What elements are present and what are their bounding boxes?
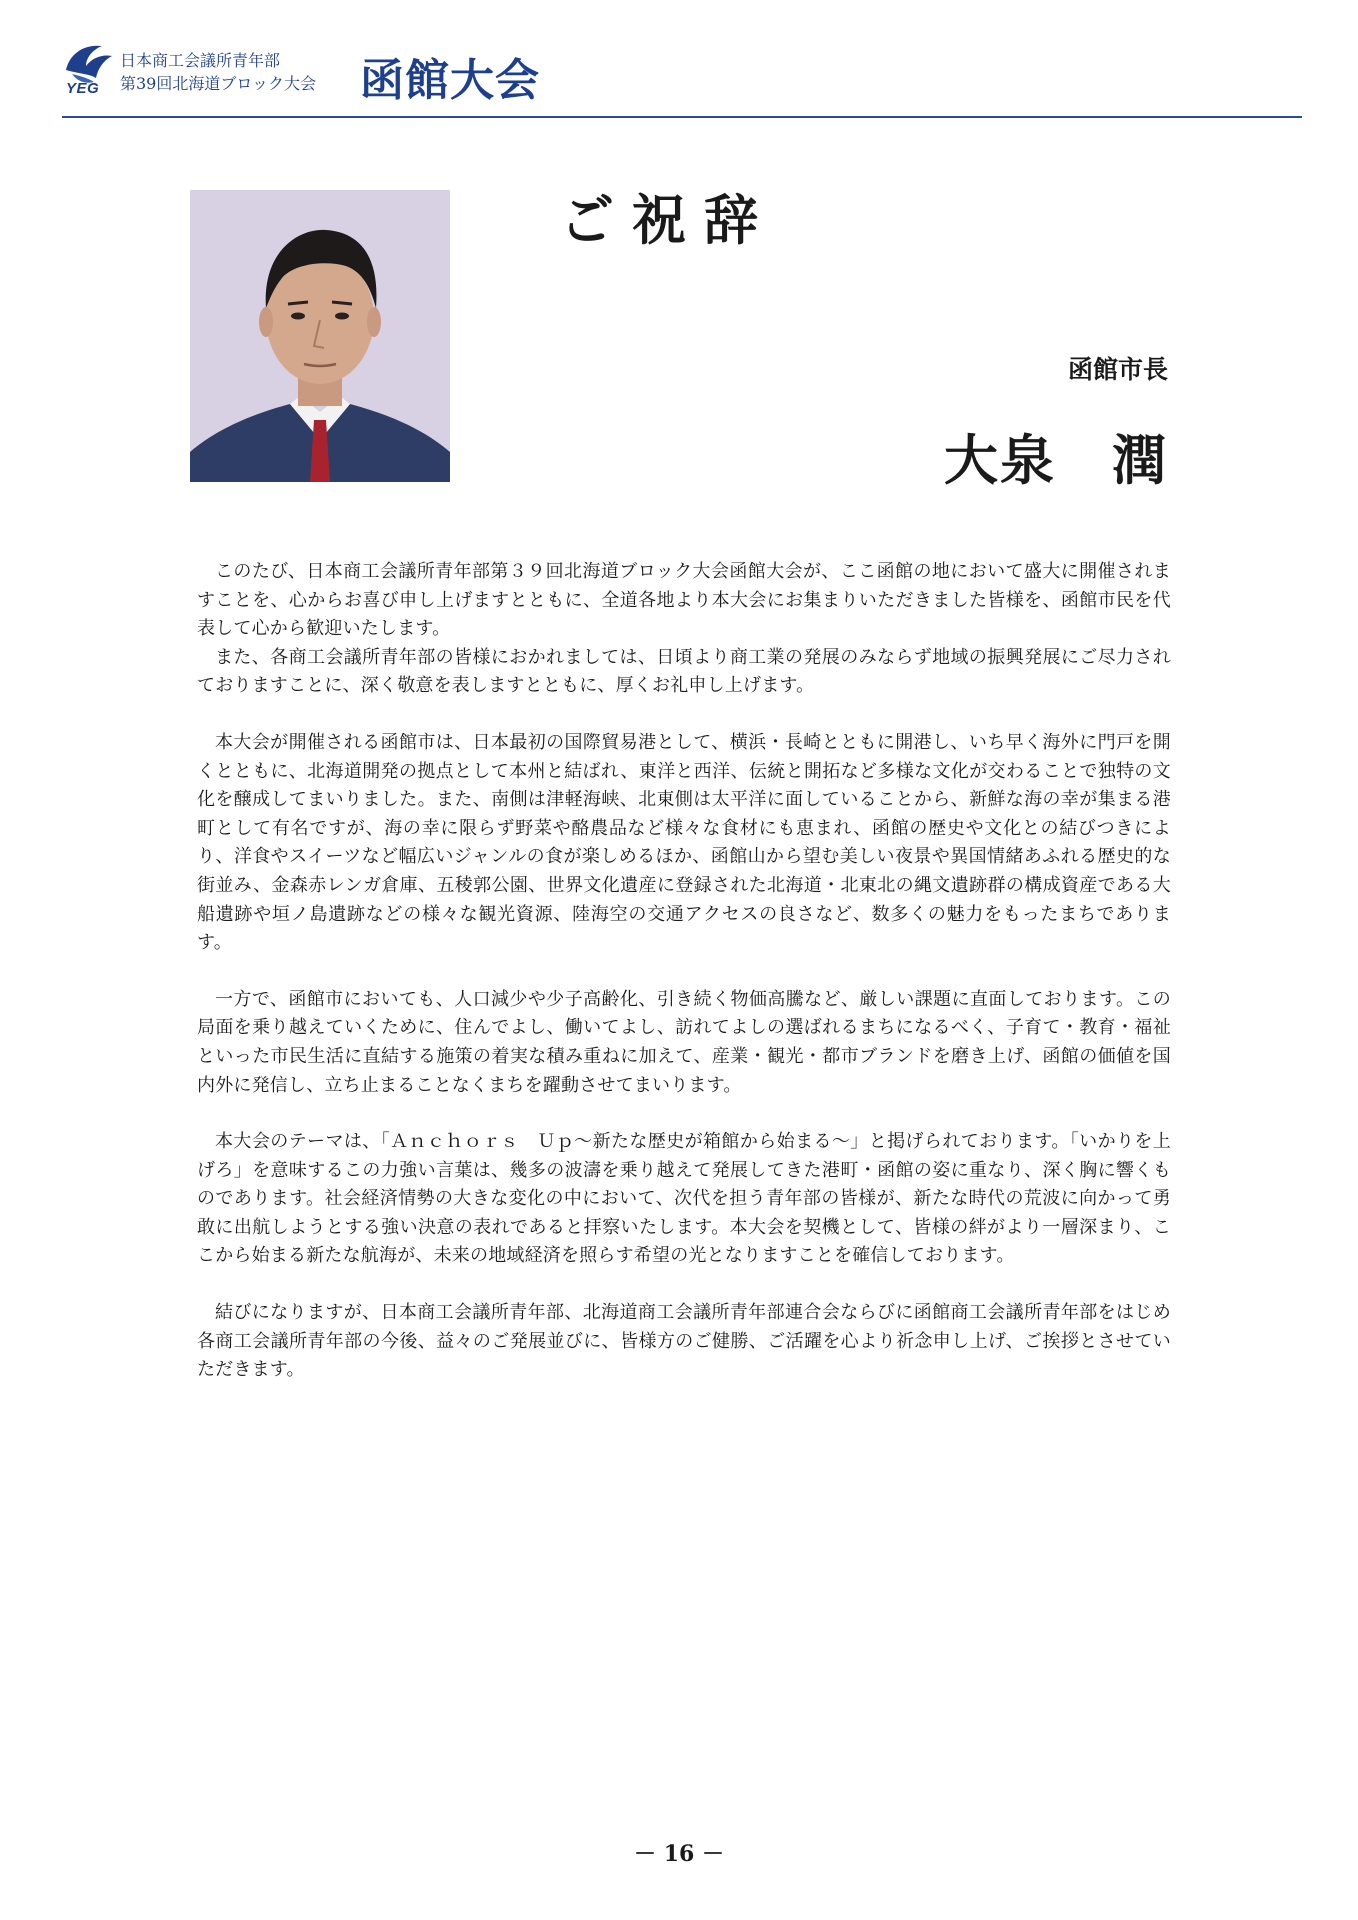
paragraph: 結びになりますが、日本商工会議所青年部、北海道商工会議所青年部連合会ならびに函館商工会議所青年部をはじめ各商工会議所青年部の今後、益々のご発展並びに、皆様方のご健勝、ご活躍を心より祈念申し上げ、ご挨拶とさせていただきます。 (197, 1302, 1171, 1381)
org-name: 日本商工会議所青年部 (120, 51, 281, 70)
page-number: － 16 － (634, 1841, 724, 1867)
page-header (62, 40, 1302, 120)
author-role: 函館市長 (1067, 355, 1168, 384)
page-title: ご祝辞 (560, 188, 776, 252)
event-subtitle: 第39回北海道ブロック大会 (120, 74, 317, 93)
paragraph: 本大会のテーマは、「Ａｎｃｈｏｒｓ Ｕｐ～新たな歴史が箱館から始まる～」と掲げられております。「いかりを上げろ」を意味するこの力強い言葉は、幾多の波濤を乗り越えて発展してきた港町・函館の姿に重なり、深く胸に響くものであります。社会経済情勢の大きな変化の中において、次代を担う青年部の皆様が、新たな時代の荒波に向かって勇敢に出航しようとする強い決意の表れであると拝察いたします。本大会を契機として、皆様の絆がより一層深まり、ここから始まる新たな航海が、未来の地域経済を照らす希望の光となりますことを確信しております。 (197, 1131, 1171, 1267)
paragraph: 一方で、函館市においても、人口減少や少子高齢化、引き続く物価高騰など、厳しい課題に直面しております。この局面を乗り越えていくために、住んでよし、働いてよし、訪れてよしの選ばれるまちになるべく、子育て・教育・福祉といった市民生活に直結する施策の着実な積み重ねに加えて、産業・観光・都市ブランドを磨き上げ、函館の価値を国内外に発信し、立ち止まることなくまちを躍動させてまいります。 (197, 988, 1171, 1096)
author-name: 大泉 潤 (944, 428, 1168, 492)
paragraph: また、各商工会議所青年部の皆様におかれましては、日頃より商工業の発展のみならず地域の振興発展にご尽力されておりますことに、深く敬意を表しますとともに、厚くお礼申し上げます。 (197, 646, 1171, 697)
header-divider (62, 116, 1302, 118)
message-body (197, 558, 1171, 1385)
mayor-portrait (190, 190, 450, 482)
paragraph: このたび、日本商工会議所青年部第３９回北海道ブロック大会函館大会が、ここ函館の地において盛大に開催されますことを、心からお喜び申し上げますとともに、全道各地より本大会にお集まりいただきました皆様を、函館市民を代表して心から歓迎いたします。 (197, 561, 1171, 640)
portrait-image (190, 190, 450, 482)
logo-text: YEG (66, 80, 100, 97)
paragraph: 本大会が開催される函館市は、日本最初の国際貿易港として、横浜・長崎とともに開港し、いち早く海外に門戸を開くとともに、北海道開発の拠点として本州と結ばれ、東洋と西洋、伝統と開拓など多様な文化が交わることで独特の文化を醸成してまいりました。また、南側は津軽海峡、北東側は太平洋に面していることから、新鮮な海の幸が集まる港町として有名ですが、海の幸に限らず野菜や酪農品など様々な食材にも恵まれ、函館の歴史や文化との結びつきにより、洋食やスイーツなど幅広いジャンルの食が楽しめるほか、函館山から望む美しい夜景や異国情緒あふれる歴史的な街並み、金森赤レンガ倉庫、五稜郭公園、世界文化遺産に登録された北海道・北東北の縄文遺跡群の構成資産である大船遺跡や垣ノ島遺跡などの様々な観光資源、陸海空の交通アクセスの良さなど、数多くの魅力をもったまちであります。 (197, 731, 1171, 954)
event-title: 函館大会 (360, 55, 540, 106)
